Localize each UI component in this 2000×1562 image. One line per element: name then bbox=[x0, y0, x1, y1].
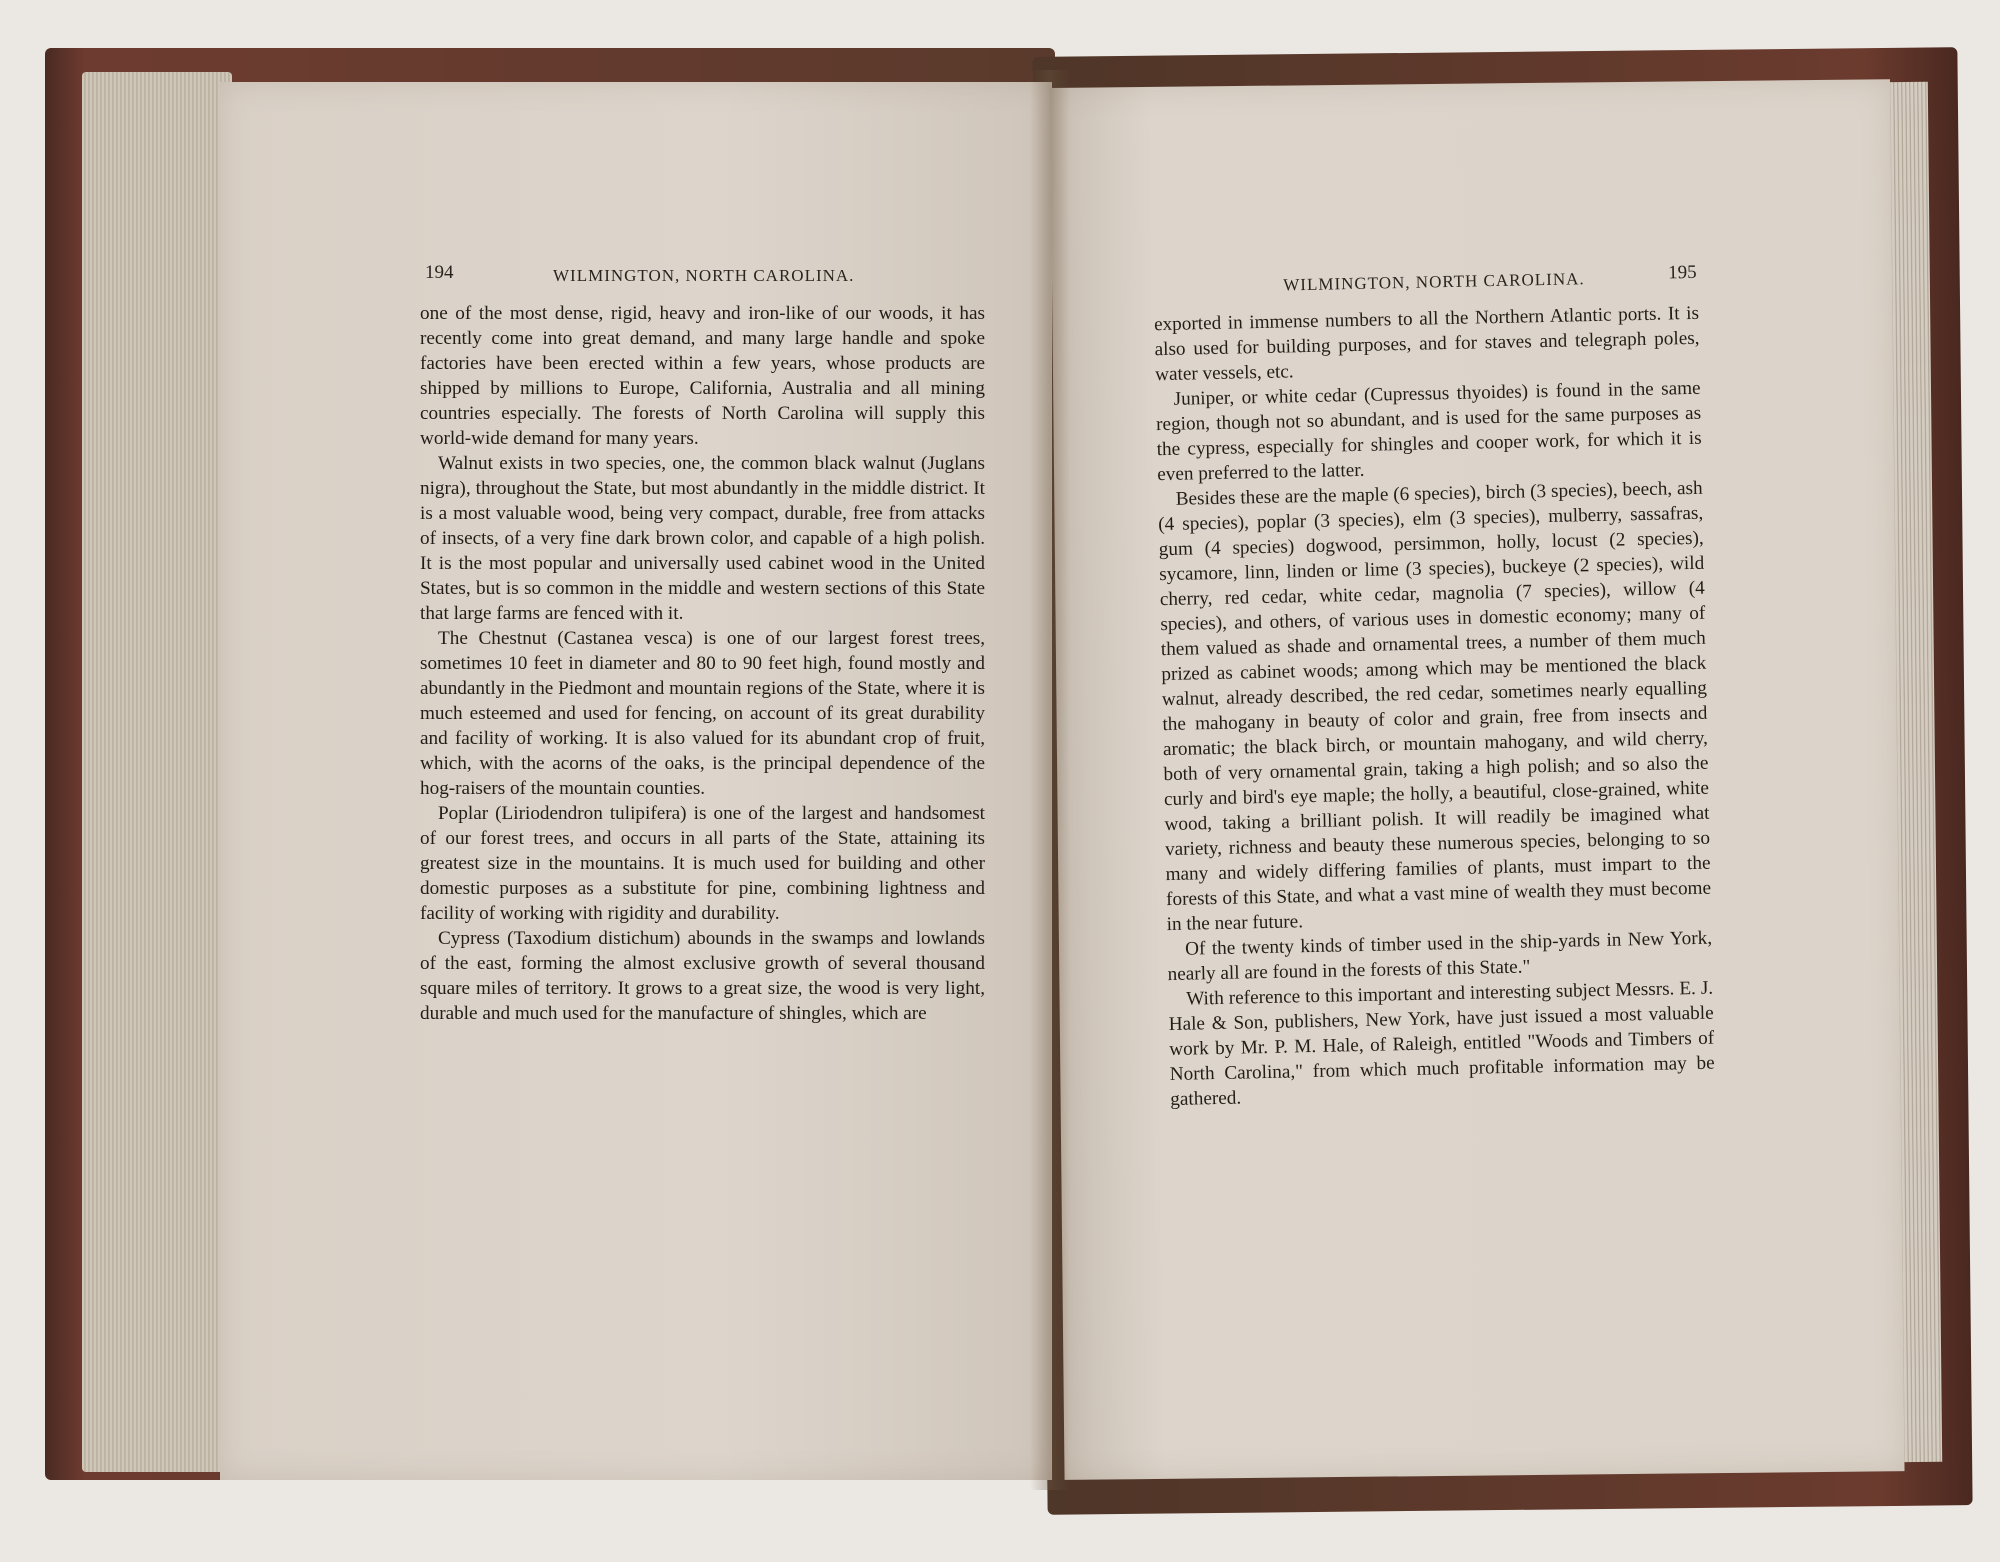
paragraph: Walnut exists in two species, one, the common black walnut (Juglans nigra), throughout the State, but most abundantly in the middle district. It is a most valuable wood, being very compact, durable, free from attacks of insects, of a very fine dark brown color, and capable of a high polish. It is the most popular and universally used cabinet wood in the United States, but is so common in the middle and western sections of this State that large farms are fenced with it. bbox=[420, 453, 985, 624]
paragraph: Of the twenty kinds of timber used in the ship-yards in New York, nearly all are found in the forests of this State." bbox=[1167, 927, 1713, 986]
paragraph: Poplar (Liriodendron tulipifera) is one of the largest and handsomest of our forest trees, and occurs in all parts of the State, attaining its greatest size in the mountains. It is much used for building and other domestic purposes as a substitute for pine, combining lightness and facility of working with rigidity and durability. bbox=[420, 803, 985, 924]
paragraph: The Chestnut (Castanea vesca) is one of our largest forest trees, sometimes 10 feet in diameter and 80 to 90 feet high, found mostly and abundantly in the Piedmont and mountain regions of the State, where it is much esteemed and used for fencing, on account of its great durability and facility of working. It is also valued for its abundant crop of fruit, which, with the acorns of the oaks, is the principal dependence of the hog-raisers of the mountain counties. bbox=[420, 628, 985, 799]
right-page-text bbox=[1154, 301, 1716, 1112]
paragraph: With reference to this important and interesting subject Messrs. E. J. Hale & Son, publishers, New York, have just issued a most valuable work by Mr. P. M. Hale, of Raleigh, entitled "Woods and Timbers of North Carolina," from which much profitable information may be gathered. bbox=[1168, 977, 1715, 1111]
paragraph: Besides these are the maple (6 species), birch (3 species), beech, ash (4 species), poplar (3 species), elm (3 species), mulberry, sassafras, gum (4 species) dogwood, persimmon, holly, locust (2 species), sycamore, linn, linden or lime (3 species), buckeye (2 species), wild cherry, red cedar, white cedar, magnolia (7 species), willow (4 species), and others, of various uses in domestic economy; many of them valued as shade and ornamental trees, a number of them much prized as cabinet woods; among which may be mentioned the black walnut, already described, the red cedar, sometimes nearly equalling the mahogany in beauty of color and grain, free from insects and aromatic; the black birch, or mountain mahogany, and wild cherry, both of very ornamental grain, taking a high polish; and so also the curly and bird's eye maple; the holly, a beautiful, close-grained, white wood, taking a brilliant polish. It will readily be imagined what variety, richness and beauty these numerous species, belonging to so many and widely differing families of plants, must impart to the forests of this State, and what a vast mine of wealth they must become in the near future. bbox=[1158, 477, 1712, 936]
paragraph: Cypress (Taxodium distichum) abounds in the swamps and lowlands of the east, forming the almost exclusive growth of several thousand square miles of territory. It grows to a great size, the wood is very light, durable and much used for the manufacture of shingles, which are bbox=[420, 928, 985, 1024]
paragraph: Juniper, or white cedar (Cupressus thyoides) is found in the same region, though not so abundant, and is used for the same purposes as the cypress, especially for shingles and cooper work, for which it is even preferred to the latter. bbox=[1155, 377, 1702, 486]
paragraph: exported in immense numbers to all the Northern Atlantic ports. It is also used for building purposes, and for staves and telegraph poles, water vessels, etc. bbox=[1153, 302, 1700, 386]
right-page-number: 195 bbox=[1667, 261, 1697, 284]
right-running-head: WILMINGTON, NORTH CAROLINA. bbox=[1283, 269, 1585, 295]
paragraph: one of the most dense, rigid, heavy and iron-like of our woods, it has recently come into great demand, and many large handle and spoke factories have been erected within a few years, whose products are shipped by millions to Europe, California, Australia and all mining countries especially. The forests of North Carolina will supply this world-wide demand for many years. bbox=[420, 303, 985, 449]
left-page-number: 194 bbox=[425, 262, 454, 283]
left-running-head: WILMINGTON, NORTH CAROLINA. bbox=[553, 266, 855, 285]
